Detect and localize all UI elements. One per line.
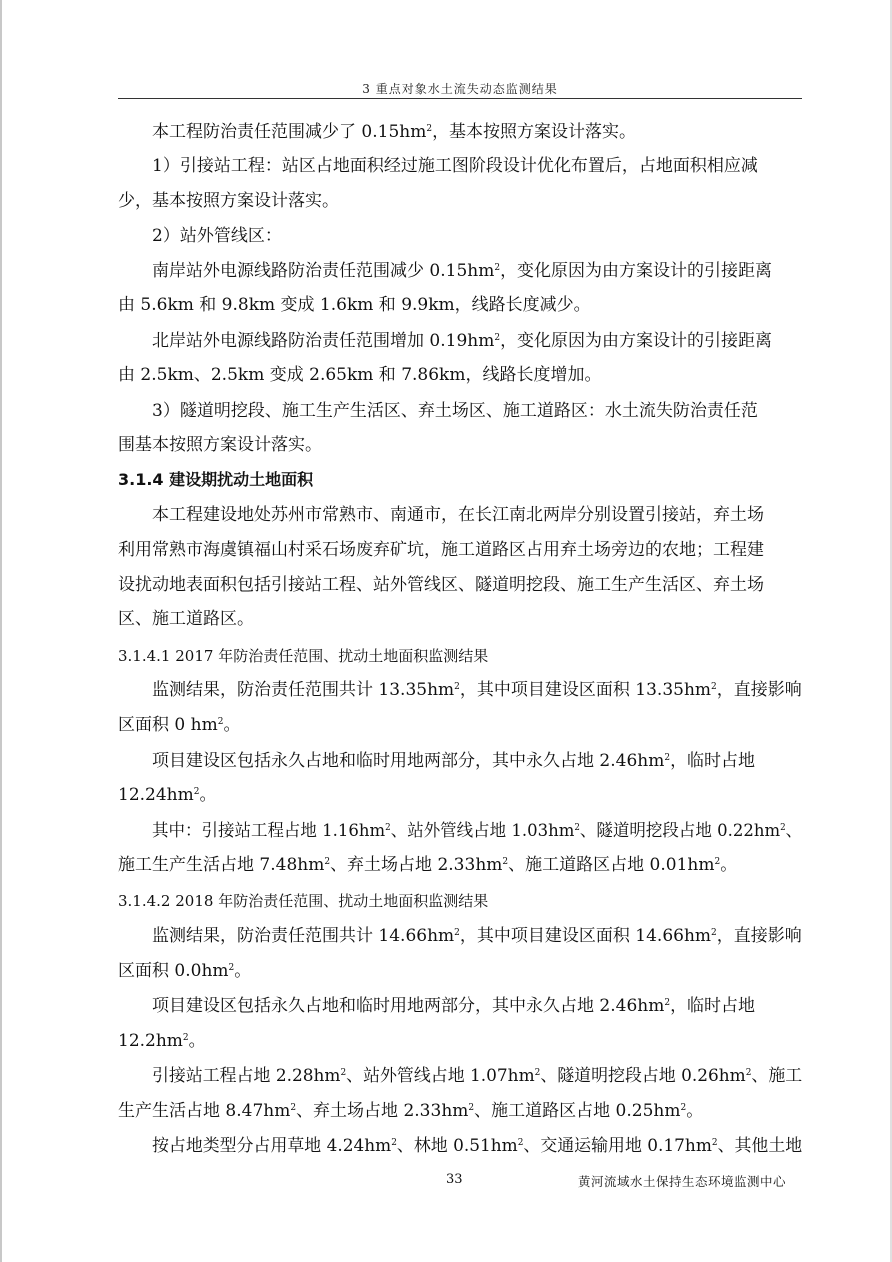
paragraph-line: 2）站外管线区： (152, 226, 282, 246)
paragraph-line: 监测结果，防治责任范围共计 $14.66hm^2$，其中项目建设区面积 $14.66hm^2$，直接影响 (152, 926, 802, 946)
paragraph-line: 监测结果，防治责任范围共计 $13.35hm^2$，其中项目建设区面积 $13.35hm^2$，直接影响 (152, 680, 802, 700)
subsection-heading: 3.1.4.2 2018 年防治责任范围、扰动土地面积监测结果 (118, 892, 489, 910)
paragraph-line: 南岸站外电源线路防治责任范围减少 $0.15hm^2$，变化原因为由方案设计的引接距离 (152, 261, 773, 281)
paragraph-line: 施工生产生活占地 $7.48hm^2$、弃土场占地 $2.33hm^2$、施工道路区占地 $0.01hm^2$。 (118, 855, 738, 875)
paragraph-line: 围基本按照方案设计落实。 (118, 435, 322, 455)
header-rule (118, 98, 802, 99)
page-edge-left (0, 0, 2, 1262)
paragraph-line: 由 2.5km、2.5km 变成 2.65km 和 7.86km，线路长度增加。 (118, 365, 602, 385)
paragraph-line: 区面积 0 $hm^2$。 (118, 715, 241, 735)
section-heading: 3.1.4 建设期扰动土地面积 (118, 470, 314, 489)
page-number: 33 (446, 1172, 463, 1187)
paragraph-line: 1）引接站工程：站区占地面积经过施工图阶段设计优化布置后，占地面积相应减 (152, 156, 758, 176)
paragraph-line: 其中：引接站工程占地 $1.16hm^2$、站外管线占地 $1.03hm^2$、隧道明挖段占地 $0.22hm^2$、 (152, 821, 803, 841)
paragraph-line: 区、施工道路区。 (118, 609, 254, 629)
paragraph-line: 3）隧道明挖段、施工生产生活区、弃土场区、施工道路区：水土流失防治责任范 (152, 401, 758, 421)
subsection-heading: 3.1.4.1 2017 年防治责任范围、扰动土地面积监测结果 (118, 647, 489, 665)
paragraph-line: 由 5.6km 和 9.8km 变成 1.6km 和 9.9km，线路长度减少。 (118, 295, 591, 315)
paragraph-line: $12.2hm^2$。 (118, 1031, 206, 1051)
paragraph-line: 设扰动地表面积包括引接站工程、站外管线区、隧道明挖段、施工生产生活区、弃土场 (118, 575, 764, 595)
paragraph-line: 生产生活占地 $8.47hm^2$、弃土场占地 $2.33hm^2$、施工道路区占地 $0.25hm^2$。 (118, 1101, 704, 1121)
paragraph-line: 区面积 $0.0hm^2$。 (118, 961, 252, 981)
footer-organization: 黄河流域水土保持生态环境监测中心 (578, 1174, 787, 1189)
paragraph-line: 北岸站外电源线路防治责任范围增加 $0.19hm^2$，变化原因为由方案设计的引接距离 (152, 331, 773, 351)
paragraph-line: 本工程建设地处苏州市常熟市、南通市，在长江南北两岸分别设置引接站，弃土场 (152, 505, 764, 525)
paragraph-line: 项目建设区包括永久占地和临时用地两部分，其中永久占地 $2.46hm^2$，临时占地 (152, 996, 756, 1016)
paragraph-line: $12.24hm^2$。 (118, 785, 217, 805)
paragraph-line: 引接站工程占地 $2.28hm^2$、站外管线占地 $1.07hm^2$、隧道明挖段占地 $0.26hm^2$、施工 (152, 1066, 803, 1086)
running-header: 3 重点对象水土流失动态监测结果 (362, 82, 558, 96)
paragraph-line: 本工程防治责任范围减少了 $0.15hm^2$，基本按照方案设计落实。 (152, 122, 637, 142)
paragraph-line: 少，基本按照方案设计落实。 (118, 191, 339, 211)
paragraph-line: 按占地类型分占用草地 $4.24hm^2$、林地 $0.51hm^2$、交通运输用地 $0.17hm^2$、其他土地 (152, 1136, 803, 1156)
paragraph-line: 利用常熟市海虞镇福山村采石场废弃矿坑，施工道路区占用弃土场旁边的农地；工程建 (118, 540, 764, 560)
paragraph-line: 项目建设区包括永久占地和临时用地两部分，其中永久占地 $2.46hm^2$，临时占地 (152, 751, 756, 771)
